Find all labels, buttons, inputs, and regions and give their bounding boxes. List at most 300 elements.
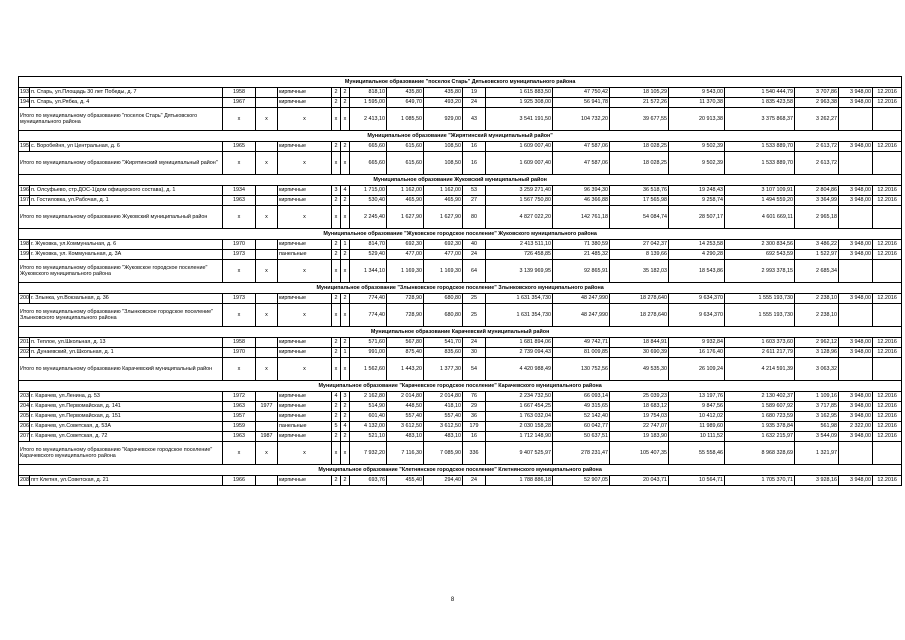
table-cell bbox=[873, 260, 902, 283]
subtotal-label: Итого по муниципальному образованию "Жуковское городское поселение" Жуковского муниципального района bbox=[19, 260, 223, 283]
table-cell bbox=[873, 108, 902, 131]
table-cell bbox=[256, 476, 278, 486]
table-cell: 1970 bbox=[223, 348, 256, 358]
table-cell: 3 948,00 bbox=[839, 196, 873, 206]
table-cell: 12.2016 bbox=[873, 476, 902, 486]
table-cell: 875,40 bbox=[387, 348, 424, 358]
table-cell: 818,10 bbox=[350, 88, 387, 98]
table-cell: 10 564,71 bbox=[669, 476, 725, 486]
table-cell: x bbox=[223, 260, 256, 283]
table-cell: 2 238,10 bbox=[795, 304, 839, 327]
table-cell: кирпичные bbox=[278, 392, 332, 402]
table-cell: 14 253,58 bbox=[669, 240, 725, 250]
table-cell: 10 111,52 bbox=[669, 432, 725, 442]
subtotal-row bbox=[19, 260, 902, 283]
table-cell: 336 bbox=[463, 442, 486, 465]
table-cell: 9 258,74 bbox=[669, 196, 725, 206]
table-cell: 1 162,00 bbox=[424, 186, 463, 196]
table-cell: x bbox=[223, 108, 256, 131]
section-title: Муниципальное образование "поселок Старь" Дятьковского муниципального района bbox=[19, 77, 902, 88]
table-cell: 2 bbox=[332, 338, 341, 348]
table-cell: 2 613,72 bbox=[795, 142, 839, 152]
table-cell: 12.2016 bbox=[873, 88, 902, 98]
table-cell: x bbox=[278, 108, 332, 131]
table-cell: 3 717,85 bbox=[795, 402, 839, 412]
table-row bbox=[19, 196, 902, 206]
table-cell: 1 443,20 bbox=[387, 358, 424, 381]
table-cell: 4 132,00 bbox=[350, 422, 387, 432]
table-cell: 3 262,27 bbox=[795, 108, 839, 131]
table-cell: 2 962,12 bbox=[795, 338, 839, 348]
table-cell: 64 bbox=[463, 260, 486, 283]
table-cell: 12.2016 bbox=[873, 392, 902, 402]
table-cell: 455,40 bbox=[387, 476, 424, 486]
table-cell: 43 bbox=[463, 108, 486, 131]
table-cell: 49 535,30 bbox=[610, 358, 669, 381]
table-cell: 4 827 022,20 bbox=[486, 206, 553, 229]
table-cell: кирпичные bbox=[278, 476, 332, 486]
table-cell: 3 162,95 bbox=[795, 412, 839, 422]
table-cell: x bbox=[256, 304, 278, 327]
table-cell: 27 bbox=[463, 196, 486, 206]
table-cell: кирпичные bbox=[278, 186, 332, 196]
table-cell: 1 bbox=[341, 348, 350, 358]
subtotal-label: Итого по муниципальному образованию "Карачевское городское поселение" Карачевского муниципального района bbox=[19, 442, 223, 465]
table-cell: 3 948,00 bbox=[839, 392, 873, 402]
section-title: Муниципальное образование "Карачевское городское поселение" Карачевского муниципального района bbox=[19, 381, 902, 392]
table-cell: 60 042,77 bbox=[553, 422, 610, 432]
table-cell: 294,40 bbox=[424, 476, 463, 486]
table-cell: x bbox=[278, 304, 332, 327]
table-cell: 3 544,09 bbox=[795, 432, 839, 442]
table-cell: 80 bbox=[463, 206, 486, 229]
table-cell: 2 bbox=[332, 196, 341, 206]
table-cell: 53 bbox=[463, 186, 486, 196]
table-cell: 1 627,90 bbox=[424, 206, 463, 229]
section-header-row bbox=[19, 131, 902, 142]
table-cell: 2 963,38 bbox=[795, 98, 839, 108]
table-cell: 18 844,91 bbox=[610, 338, 669, 348]
table-cell: x bbox=[256, 152, 278, 175]
subtotal-row bbox=[19, 108, 902, 131]
table-cell: 202 bbox=[19, 348, 30, 358]
table-cell: 3 486,22 bbox=[795, 240, 839, 250]
table-cell: 1 589 607,92 bbox=[725, 402, 795, 412]
table-cell: 1958 bbox=[223, 88, 256, 98]
table-cell: 11 370,38 bbox=[669, 98, 725, 108]
section-header-row bbox=[19, 327, 902, 338]
table-cell: 12.2016 bbox=[873, 196, 902, 206]
table-cell: 3 948,00 bbox=[839, 338, 873, 348]
table-cell: 1 788 886,18 bbox=[486, 476, 553, 486]
table-cell: 1 522,97 bbox=[795, 250, 839, 260]
table-cell: 2 bbox=[341, 88, 350, 98]
table-cell: 3 541 191,50 bbox=[486, 108, 553, 131]
table-cell: г. Карачев, ул.Советская, д. 72 bbox=[30, 432, 223, 442]
table-cell: 529,40 bbox=[350, 250, 387, 260]
table-cell: 52 142,40 bbox=[553, 412, 610, 422]
table-cell: кирпичные bbox=[278, 142, 332, 152]
table-cell: 2 bbox=[341, 338, 350, 348]
table-cell: 71 380,59 bbox=[553, 240, 610, 250]
table-cell: 835,60 bbox=[424, 348, 463, 358]
table-cell: 1 bbox=[341, 240, 350, 250]
table-cell: 1 085,50 bbox=[387, 108, 424, 131]
table-cell: 2 bbox=[341, 250, 350, 260]
table-cell: 7 116,30 bbox=[387, 442, 424, 465]
table-cell: 435,80 bbox=[387, 88, 424, 98]
table-cell: x bbox=[332, 442, 341, 465]
table-cell: 3 928,16 bbox=[795, 476, 839, 486]
table-cell: 1 631 354,730 bbox=[486, 294, 553, 304]
table-cell: 18 105,29 bbox=[610, 88, 669, 98]
table-cell: 76 bbox=[463, 392, 486, 402]
table-cell: 1977 bbox=[256, 402, 278, 412]
table-cell: 278 231,47 bbox=[553, 442, 610, 465]
table-cell: 1934 bbox=[223, 186, 256, 196]
table-row bbox=[19, 88, 902, 98]
section-title: Муниципальное образование "Жирятинский муниципальный район" bbox=[19, 131, 902, 142]
table-cell: 9 847,56 bbox=[669, 402, 725, 412]
table-cell: 557,40 bbox=[424, 412, 463, 422]
table-cell: кирпичные bbox=[278, 402, 332, 412]
table-cell: 991,00 bbox=[350, 348, 387, 358]
table-cell bbox=[256, 294, 278, 304]
table-cell: x bbox=[256, 108, 278, 131]
table-cell: 3 948,00 bbox=[839, 98, 873, 108]
table-cell: 2 bbox=[332, 476, 341, 486]
table-cell: 8 968 328,69 bbox=[725, 442, 795, 465]
table-cell: 561,98 bbox=[795, 422, 839, 432]
table-cell bbox=[839, 358, 873, 381]
register-table-wrapper bbox=[18, 76, 898, 486]
table-cell: 66 093,14 bbox=[553, 392, 610, 402]
table-cell: x bbox=[332, 260, 341, 283]
table-cell: 19 183,90 bbox=[610, 432, 669, 442]
page-number: 8 bbox=[450, 597, 455, 603]
table-cell: 541,70 bbox=[424, 338, 463, 348]
table-cell: 8 139,66 bbox=[610, 250, 669, 260]
table-cell: x bbox=[278, 442, 332, 465]
table-cell: x bbox=[223, 206, 256, 229]
table-cell: 24 bbox=[463, 476, 486, 486]
section-title: Муниципальное образование Карачевский муниципальный район bbox=[19, 327, 902, 338]
table-cell: 2 739 094,43 bbox=[486, 348, 553, 358]
table-cell: 1973 bbox=[223, 250, 256, 260]
table-cell: 96 394,30 bbox=[553, 186, 610, 196]
table-cell: 493,20 bbox=[424, 98, 463, 108]
table-cell: 615,60 bbox=[387, 142, 424, 152]
table-cell: 521,10 bbox=[350, 432, 387, 442]
table-cell: 12.2016 bbox=[873, 98, 902, 108]
table-cell bbox=[256, 240, 278, 250]
table-cell: x bbox=[256, 442, 278, 465]
table-cell: 1 627,90 bbox=[387, 206, 424, 229]
table-cell: 12.2016 bbox=[873, 294, 902, 304]
table-cell: 1 603 373,60 bbox=[725, 338, 795, 348]
table-cell: 2 bbox=[332, 250, 341, 260]
table-cell: 726 458,85 bbox=[486, 250, 553, 260]
table-cell: 2 bbox=[341, 402, 350, 412]
table-cell: x bbox=[332, 358, 341, 381]
table-cell bbox=[256, 142, 278, 152]
table-cell: 601,40 bbox=[350, 412, 387, 422]
table-cell: 12.2016 bbox=[873, 186, 902, 196]
subtotal-row bbox=[19, 206, 902, 229]
table-cell: 1 344,10 bbox=[350, 260, 387, 283]
table-cell: 665,60 bbox=[350, 152, 387, 175]
table-cell: 1 540 444,79 bbox=[725, 88, 795, 98]
table-cell: кирпичные bbox=[278, 338, 332, 348]
table-cell bbox=[256, 186, 278, 196]
subtotal-label: Итого по муниципальному образованию "Жирятинский муниципальный район" bbox=[19, 152, 223, 175]
table-cell: x bbox=[278, 152, 332, 175]
table-cell bbox=[256, 196, 278, 206]
table-cell: 3 128,96 bbox=[795, 348, 839, 358]
table-cell: 1 680 723,59 bbox=[725, 412, 795, 422]
section-header-row bbox=[19, 283, 902, 294]
table-cell: x bbox=[341, 358, 350, 381]
table-cell: 7 085,90 bbox=[424, 442, 463, 465]
table-cell: 4 214 591,39 bbox=[725, 358, 795, 381]
table-cell bbox=[839, 442, 873, 465]
table-cell: 198 bbox=[19, 240, 30, 250]
table-cell: 4 bbox=[341, 186, 350, 196]
table-cell: 1 562,60 bbox=[350, 358, 387, 381]
table-cell: 2 bbox=[341, 432, 350, 442]
table-cell: с. Воробейня, ул Центральная, д. 6 bbox=[30, 142, 223, 152]
table-cell: 19 248,43 bbox=[669, 186, 725, 196]
table-cell: 2 bbox=[341, 142, 350, 152]
table-cell: 7 932,20 bbox=[350, 442, 387, 465]
table-cell: 1 169,30 bbox=[424, 260, 463, 283]
section-header-row bbox=[19, 77, 902, 88]
table-cell: 4 601 669,11 bbox=[725, 206, 795, 229]
table-cell: 208 bbox=[19, 476, 30, 486]
table-cell: x bbox=[278, 206, 332, 229]
table-cell: 4 420 988,49 bbox=[486, 358, 553, 381]
table-cell: 1965 bbox=[223, 142, 256, 152]
table-cell: 47 587,06 bbox=[553, 152, 610, 175]
section-title: Муниципальное образование "Злынковское городское поселение" Злынковского муниципального района bbox=[19, 283, 902, 294]
table-row bbox=[19, 142, 902, 152]
table-cell: кирпичные bbox=[278, 240, 332, 250]
table-cell bbox=[256, 250, 278, 260]
table-cell: 12.2016 bbox=[873, 240, 902, 250]
table-cell: 48 247,990 bbox=[553, 304, 610, 327]
table-cell: x bbox=[223, 152, 256, 175]
subtotal-label: Итого по муниципальному образованию Жуковский муниципальный район bbox=[19, 206, 223, 229]
table-cell: 16 176,40 bbox=[669, 348, 725, 358]
table-cell: 92 865,91 bbox=[553, 260, 610, 283]
table-cell: п. Дунаевский, ул.Школьная, д. 1 bbox=[30, 348, 223, 358]
section-header-row bbox=[19, 381, 902, 392]
table-cell: 1958 bbox=[223, 338, 256, 348]
table-cell: 3 948,00 bbox=[839, 476, 873, 486]
table-cell: 3 948,00 bbox=[839, 432, 873, 442]
table-cell: 54 bbox=[463, 358, 486, 381]
table-cell bbox=[873, 152, 902, 175]
table-cell: 2 bbox=[332, 432, 341, 442]
table-cell: 418,10 bbox=[424, 402, 463, 412]
table-cell: 2 322,00 bbox=[839, 422, 873, 432]
table-cell: 12.2016 bbox=[873, 348, 902, 358]
table-cell: 483,10 bbox=[387, 432, 424, 442]
table-cell: 3 bbox=[332, 186, 341, 196]
table-cell: 1987 bbox=[256, 432, 278, 442]
table-cell: 2 bbox=[332, 412, 341, 422]
table-cell: 2 993 378,15 bbox=[725, 260, 795, 283]
table-cell: кирпичные bbox=[278, 196, 332, 206]
table-cell: 774,40 bbox=[350, 294, 387, 304]
table-cell: 12.2016 bbox=[873, 432, 902, 442]
table-cell: 9 407 525,97 bbox=[486, 442, 553, 465]
table-cell: 9 932,84 bbox=[669, 338, 725, 348]
table-cell: 557,40 bbox=[387, 412, 424, 422]
table-cell: 4 bbox=[332, 392, 341, 402]
table-cell: 47 750,42 bbox=[553, 88, 610, 98]
table-cell: 692 543,59 bbox=[725, 250, 795, 260]
table-cell: x bbox=[332, 108, 341, 131]
table-cell: x bbox=[341, 442, 350, 465]
table-cell: 21 572,26 bbox=[610, 98, 669, 108]
table-cell: 1973 bbox=[223, 294, 256, 304]
table-cell: 3 375 868,37 bbox=[725, 108, 795, 131]
table-cell: 1 925 308,00 bbox=[486, 98, 553, 108]
table-cell: 1 321,97 bbox=[795, 442, 839, 465]
table-cell bbox=[256, 348, 278, 358]
table-cell: 201 bbox=[19, 338, 30, 348]
subtotal-row bbox=[19, 358, 902, 381]
table-cell: 5 bbox=[332, 422, 341, 432]
table-cell: x bbox=[341, 152, 350, 175]
table-cell: 1 533 889,70 bbox=[725, 142, 795, 152]
table-cell: 2 bbox=[332, 88, 341, 98]
table-cell: г. Карачев, ул.Ленина, д. 53 bbox=[30, 392, 223, 402]
table-cell: 1 609 007,40 bbox=[486, 142, 553, 152]
section-header-row bbox=[19, 229, 902, 240]
table-cell: 814,70 bbox=[350, 240, 387, 250]
subtotal-label: Итого по муниципальному образованию "поселок Старь" Дятьковского муниципального района bbox=[19, 108, 223, 131]
table-cell bbox=[256, 392, 278, 402]
table-cell: 693,76 bbox=[350, 476, 387, 486]
table-cell: 2 bbox=[341, 476, 350, 486]
table-cell: 13 197,76 bbox=[669, 392, 725, 402]
table-cell: 2 234 732,50 bbox=[486, 392, 553, 402]
table-cell: 665,60 bbox=[350, 142, 387, 152]
subtotal-row bbox=[19, 152, 902, 175]
subtotal-row bbox=[19, 304, 902, 327]
table-cell: 1 615 883,50 bbox=[486, 88, 553, 98]
table-cell: 680,80 bbox=[424, 304, 463, 327]
table-row bbox=[19, 348, 902, 358]
table-row bbox=[19, 240, 902, 250]
table-row bbox=[19, 338, 902, 348]
table-cell: 12.2016 bbox=[873, 422, 902, 432]
table-cell bbox=[873, 206, 902, 229]
table-cell: 1963 bbox=[223, 196, 256, 206]
table-cell: 142 761,18 bbox=[553, 206, 610, 229]
table-cell: 195 bbox=[19, 142, 30, 152]
table-cell: 2 bbox=[341, 294, 350, 304]
table-cell: 3 259 271,40 bbox=[486, 186, 553, 196]
table-cell: 20 043,71 bbox=[610, 476, 669, 486]
table-cell: x bbox=[278, 260, 332, 283]
table-row bbox=[19, 412, 902, 422]
table-cell: 130 752,56 bbox=[553, 358, 610, 381]
table-cell: 514,90 bbox=[350, 402, 387, 412]
table-cell: 4 290,28 bbox=[669, 250, 725, 260]
table-cell: 3 948,00 bbox=[839, 240, 873, 250]
table-cell: п. Старь, ул.Площадь 30 лет Победы, д. 7 bbox=[30, 88, 223, 98]
table-cell: 52 907,05 bbox=[553, 476, 610, 486]
table-cell: 12.2016 bbox=[873, 412, 902, 422]
table-cell: 1 169,30 bbox=[387, 260, 424, 283]
table-cell: 18 028,25 bbox=[610, 142, 669, 152]
table-cell: 2 245,40 bbox=[350, 206, 387, 229]
table-cell: 1 377,30 bbox=[424, 358, 463, 381]
table-cell: 25 039,23 bbox=[610, 392, 669, 402]
table-cell: 18 278,640 bbox=[610, 294, 669, 304]
table-cell: 3 948,00 bbox=[839, 412, 873, 422]
table-cell: 929,00 bbox=[424, 108, 463, 131]
table-cell: 3 948,00 bbox=[839, 186, 873, 196]
table-cell bbox=[839, 206, 873, 229]
table-row bbox=[19, 432, 902, 442]
table-cell: 30 bbox=[463, 348, 486, 358]
table-cell: 680,80 bbox=[424, 294, 463, 304]
table-cell: 36 518,76 bbox=[610, 186, 669, 196]
table-row bbox=[19, 98, 902, 108]
table-cell: 448,50 bbox=[387, 402, 424, 412]
table-cell: x bbox=[223, 358, 256, 381]
table-cell bbox=[256, 422, 278, 432]
table-cell: 2 030 158,28 bbox=[486, 422, 553, 432]
table-cell: 2 bbox=[332, 294, 341, 304]
table-cell: 47 587,06 bbox=[553, 142, 610, 152]
table-cell: 16 bbox=[463, 432, 486, 442]
table-cell: 2 bbox=[332, 142, 341, 152]
table-cell: 16 bbox=[463, 142, 486, 152]
table-cell: 2 300 834,56 bbox=[725, 240, 795, 250]
table-cell: п. Старь, ул.Рябка, д. 4 bbox=[30, 98, 223, 108]
section-title: Муниципальное образование Жуковский муниципальный район bbox=[19, 175, 902, 186]
table-cell: 28 507,17 bbox=[669, 206, 725, 229]
table-cell: 477,00 bbox=[387, 250, 424, 260]
section-title: Муниципальное образование "Клетнянское городское поселение" Клетнянского муниципального района bbox=[19, 465, 902, 476]
table-cell: 1959 bbox=[223, 422, 256, 432]
table-row bbox=[19, 294, 902, 304]
table-cell: 1 595,00 bbox=[350, 98, 387, 108]
table-cell: 49 742,71 bbox=[553, 338, 610, 348]
table-cell: 18 683,12 bbox=[610, 402, 669, 412]
table-cell: 3 948,00 bbox=[839, 142, 873, 152]
table-cell: 2 bbox=[332, 348, 341, 358]
table-cell: 2 bbox=[341, 98, 350, 108]
table-cell: п. Теплое, ул.Школьная, д. 13 bbox=[30, 338, 223, 348]
table-cell: 1 935 378,84 bbox=[725, 422, 795, 432]
table-cell: пгт Клетня, ул.Советская, д. 21 bbox=[30, 476, 223, 486]
table-cell: 1 555 193,730 bbox=[725, 294, 795, 304]
table-cell: п. Гостиловка, ул.Рабочая, д. 1 bbox=[30, 196, 223, 206]
table-cell: 2 611 217,79 bbox=[725, 348, 795, 358]
table-cell: 2 685,34 bbox=[795, 260, 839, 283]
table-row bbox=[19, 476, 902, 486]
table-cell: 1 609 007,40 bbox=[486, 152, 553, 175]
table-cell: 18 543,86 bbox=[669, 260, 725, 283]
table-cell: 435,80 bbox=[424, 88, 463, 98]
table-cell: 3 364,99 bbox=[795, 196, 839, 206]
